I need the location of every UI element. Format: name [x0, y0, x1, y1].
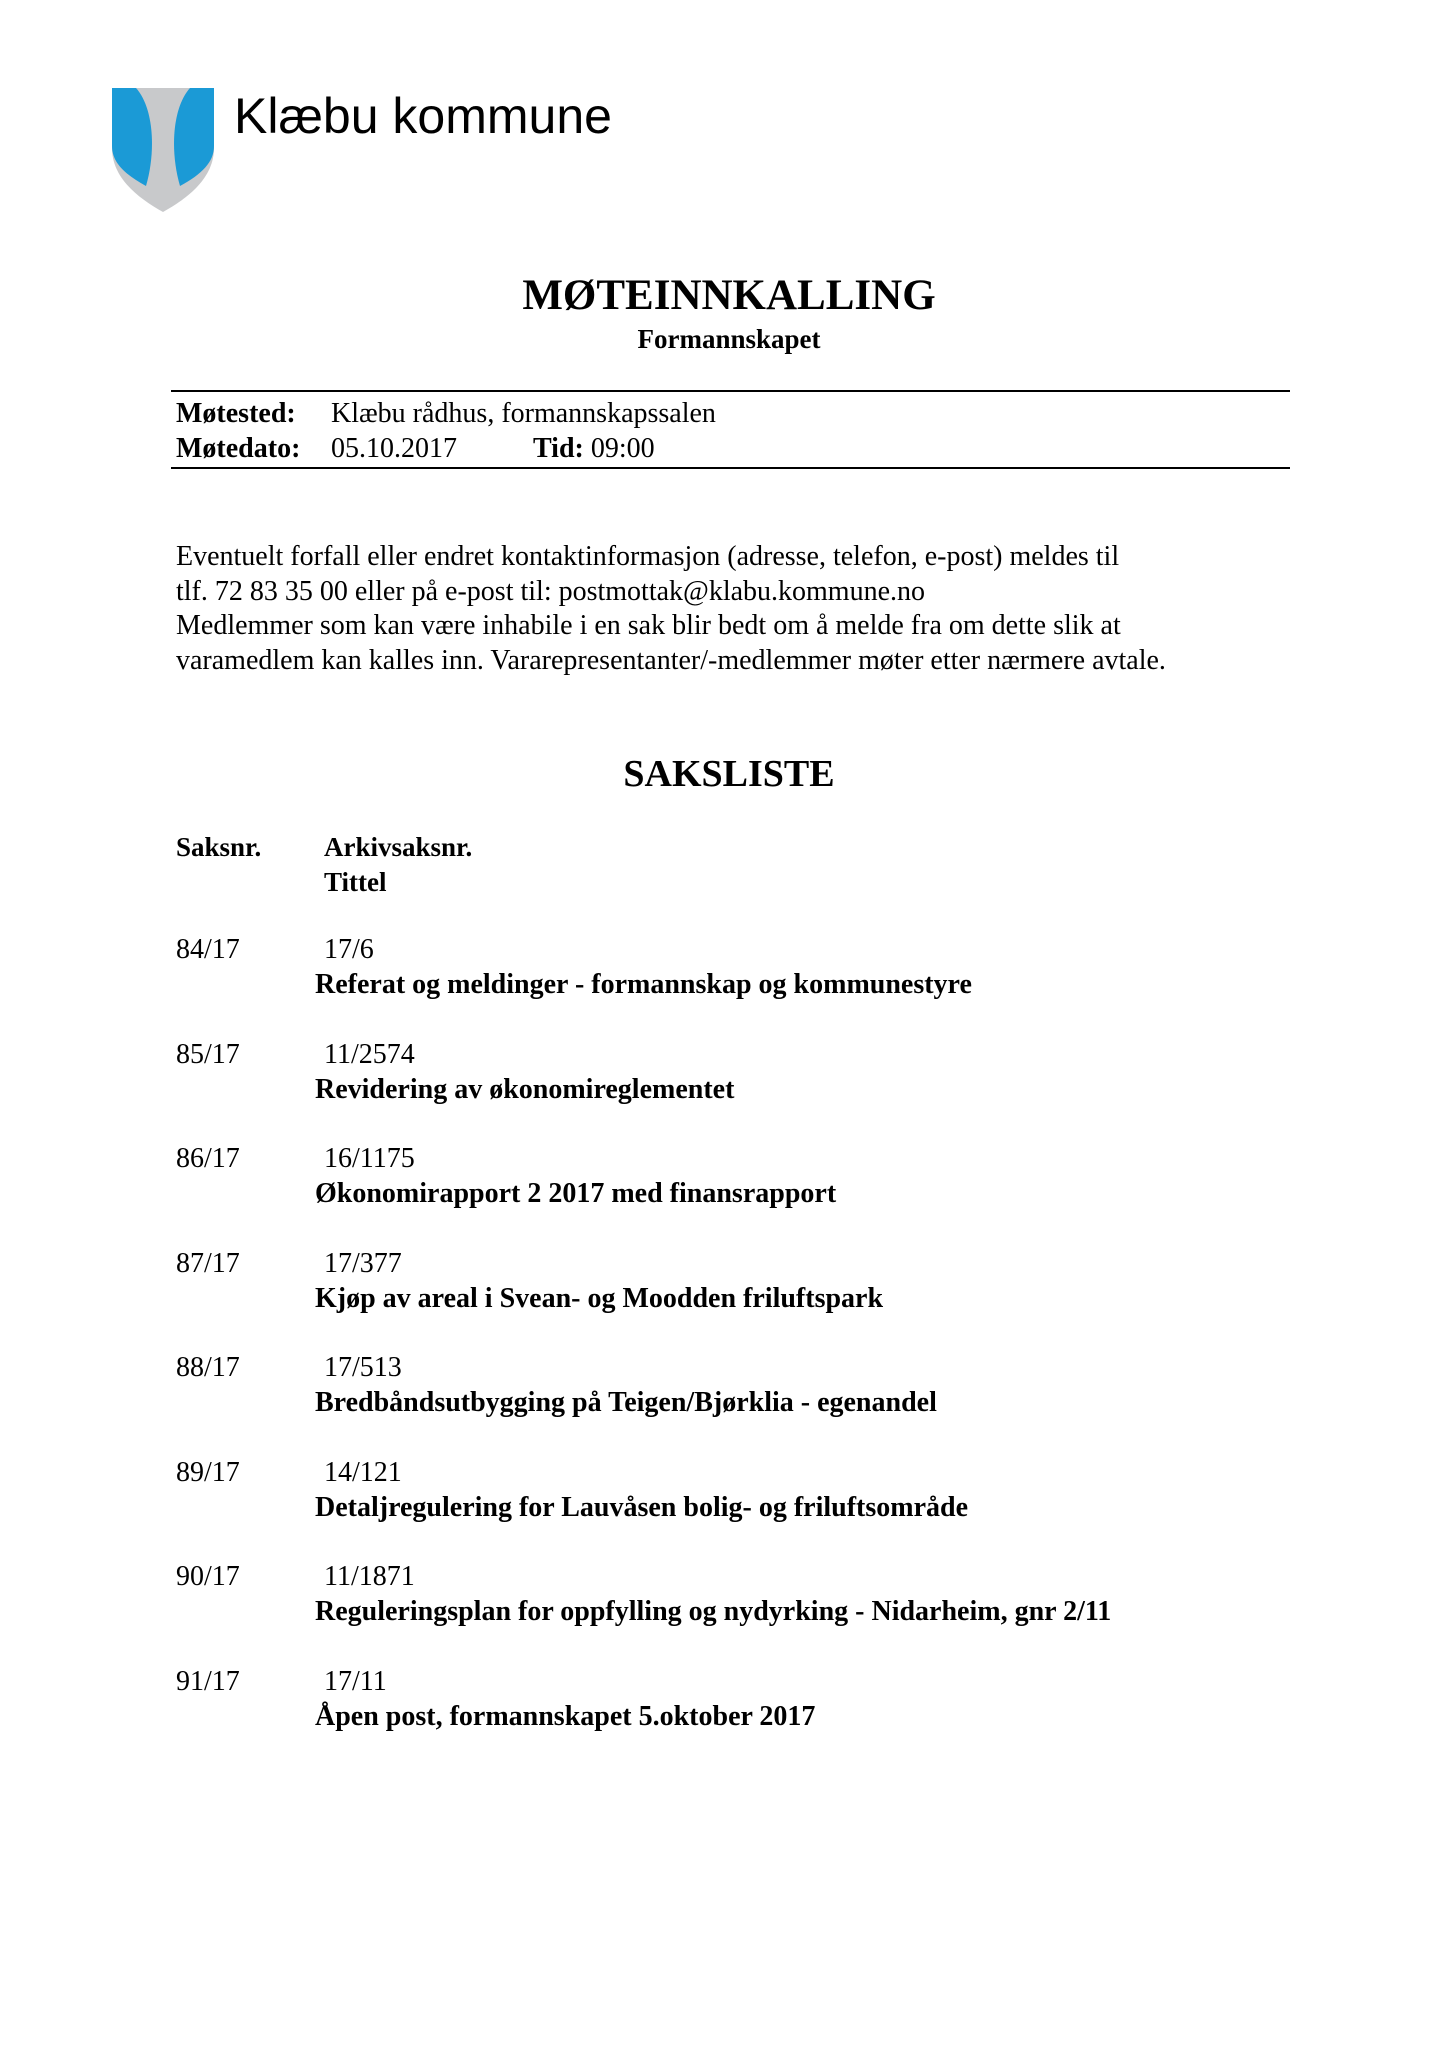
meeting-date-row [176, 432, 655, 466]
column-header-saksnr: Saksnr. [176, 832, 262, 862]
agenda-item-title: Kjøp av areal i Svean- og Moodden friluftspark [315, 1282, 884, 1314]
meeting-date-label: Møtedato: [176, 433, 301, 464]
agenda-item-arkivsaksnr: 17/513 [324, 1352, 402, 1383]
agenda-item [0, 933, 1448, 1038]
column-header-arkivsaksnr: Arkivsaksnr. [324, 832, 473, 862]
agenda-item-saksnr: 90/17 [176, 1561, 240, 1592]
document-title: MØTEINNKALLING [522, 272, 936, 319]
municipality-name: Klæbu kommune [234, 88, 612, 144]
agenda-item-title: Detaljregulering for Lauvåsen bolig- og friluftsområde [315, 1491, 969, 1523]
agenda-item-arkivsaksnr: 11/2574 [324, 1038, 415, 1070]
agenda-item-arkivsaksnr: 16/1175 [324, 1143, 415, 1174]
agenda-item [0, 1142, 1448, 1247]
agenda-item-saksnr: 91/17 [176, 1665, 240, 1697]
document-subtitle: Formannskapet [637, 324, 821, 354]
agenda-list [0, 933, 1448, 1769]
agenda-item-title: Økonomirapport 2 2017 med finansrapport [315, 1178, 837, 1209]
meeting-time-value: 09:00 [590, 433, 655, 464]
info-line: Eventuelt forfall eller endret kontaktinformasjon (adresse, telefon, e-post) meldes til [176, 541, 1120, 572]
agenda-heading: SAKSLISTE [623, 753, 835, 795]
agenda-item-saksnr: 87/17 [176, 1247, 240, 1279]
meeting-date-value: 05.10.2017 [331, 433, 457, 464]
meeting-time-label: Tid: [533, 433, 584, 464]
agenda-item [0, 1351, 1448, 1456]
agenda-item-saksnr: 89/17 [176, 1456, 240, 1488]
agenda-item-title: Revidering av økonomireglementet [315, 1073, 735, 1105]
agenda-item-saksnr: 85/17 [176, 1038, 240, 1070]
agenda-item-title: Åpen post, formannskapet 5.oktober 2017 [315, 1700, 816, 1732]
meeting-place-row [176, 397, 716, 431]
agenda-item-arkivsaksnr: 17/11 [324, 1665, 387, 1697]
agenda-item-arkivsaksnr: 17/6 [324, 934, 374, 965]
bottom-divider [171, 467, 1290, 469]
agenda-item-arkivsaksnr: 14/121 [324, 1456, 402, 1488]
top-divider [171, 390, 1290, 392]
contact-information [176, 540, 1316, 678]
agenda-item-title: Referat og meldinger - formannskap og kommunestyre [315, 969, 972, 1000]
info-line: Medlemmer som kan være inhabile i en sak blir bedt om å melde fra om dette slik at [176, 610, 1121, 641]
agenda-item [0, 1456, 1448, 1561]
column-header-tittel: Tittel [324, 867, 387, 897]
agenda-item-arkivsaksnr: 11/1871 [324, 1561, 415, 1592]
agenda-item [0, 1038, 1448, 1143]
agenda-item-saksnr: 88/17 [176, 1352, 240, 1383]
agenda-item-arkivsaksnr: 17/377 [324, 1247, 402, 1279]
agenda-item-title: Bredbåndsutbygging på Teigen/Bjørklia - egenandel [315, 1387, 937, 1418]
agenda-item [0, 1247, 1448, 1352]
agenda-item [0, 1560, 1448, 1665]
info-line: varamedlem kan kalles inn. Vararepresentanter/-medlemmer møter etter nærmere avtale. [176, 644, 1166, 676]
agenda-item [0, 1665, 1448, 1770]
info-line: tlf. 72 83 35 00 eller på e-post til: postmottak@klabu.kommune.no [176, 575, 926, 607]
agenda-item-title: Reguleringsplan for oppfylling og nydyrking - Nidarheim, gnr 2/11 [315, 1596, 1112, 1627]
agenda-item-saksnr: 84/17 [176, 934, 240, 965]
klaebu-coat-of-arms-icon [110, 86, 216, 214]
meeting-place-value: Klæbu rådhus, formannskapssalen [331, 398, 716, 429]
agenda-item-saksnr: 86/17 [176, 1143, 240, 1174]
meeting-place-label: Møtested: [176, 398, 296, 429]
